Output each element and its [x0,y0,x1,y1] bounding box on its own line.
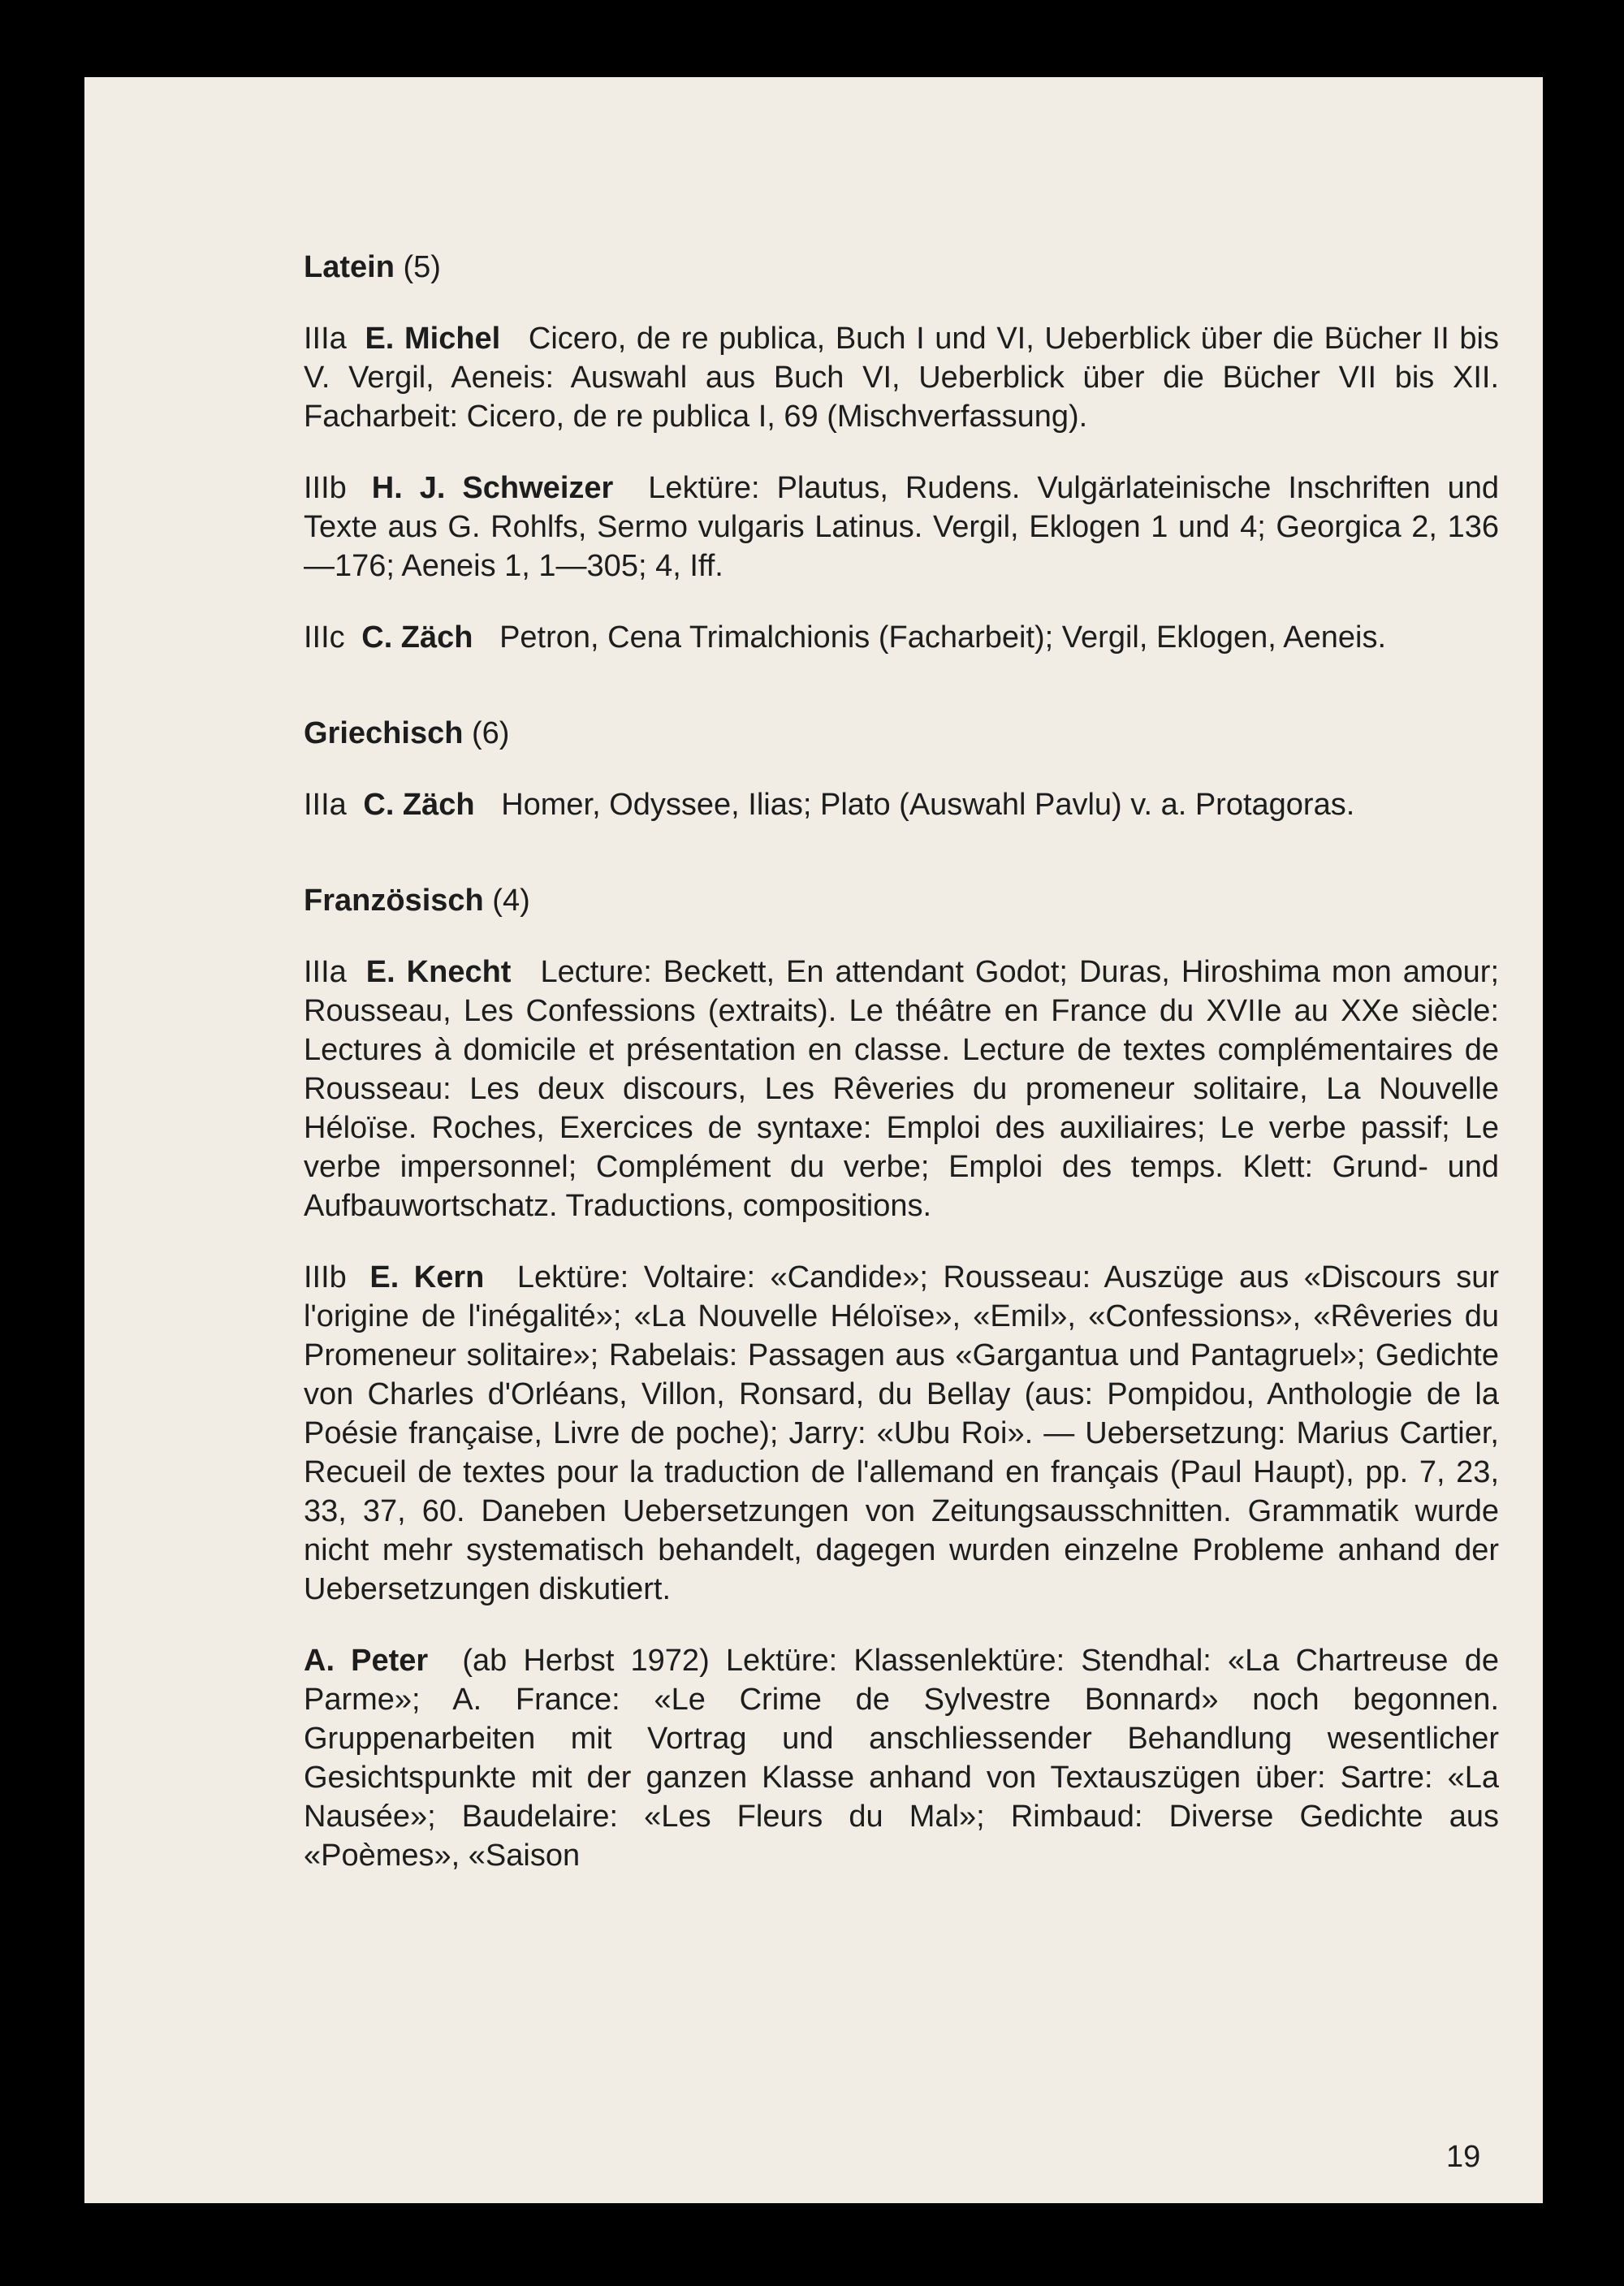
page-number: 19 [1446,2140,1481,2174]
section-count: (5) [403,250,441,284]
class-label: IIIa [304,788,347,822]
section-franzoesisch [304,881,1499,1875]
course-entry [304,469,1499,586]
entry-text: Lektüre: Plautus, Rudens. Vulgärlateinische Inschriften und Texte aus G. Rohlfs, Sermo vulgaris Latinus. Vergil, Eklogen 1 und 4; Georgica 2, 136—176; Aeneis 1, 1—305; 4, Iff. [304,471,1500,583]
entry-text: (ab Herbst 1972) Lektüre: Klassenlektüre: Stendhal: «La Chartreuse de Parme»; A. France: «Le Crime de Sylvestre Bonnard» noch begonnen. Gruppenarbeiten mit Vortrag und anschliessender Behandlung wesentlicher Gesichtspunkte mit der ganzen Klasse anhand von Textauszügen über: Sartre: «La Nausée»; Baudelaire: «Les Fleurs du Mal»; Rimbaud: Diverse Gedichte aus «Poèmes», «Saison [304,1644,1499,1873]
course-entry [304,785,1499,824]
class-label: IIIb [304,471,347,505]
teacher-name: E. Kern [369,1260,485,1294]
section-latein [304,248,1499,657]
section-heading [304,881,1499,920]
section-count: (4) [492,884,530,918]
entry-text: Petron, Cena Trimalchionis (Facharbeit); Vergil, Eklogen, Aeneis. [499,620,1387,655]
document-page [84,77,1543,2203]
teacher-name: C. Zäch [361,620,473,655]
course-entry [304,1641,1499,1875]
course-entry [304,618,1499,657]
class-label: IIIa [304,955,347,989]
class-label: IIIb [304,1260,347,1294]
course-entry [304,953,1499,1225]
section-heading [304,714,1499,753]
class-label: IIIc [304,620,345,655]
entry-text: Homer, Odyssee, Ilias; Plato (Auswahl Pavlu) v. a. Protagoras. [501,788,1355,822]
teacher-name: E. Michel [365,322,501,356]
page-content [304,248,1499,1908]
teacher-name: C. Zäch [363,788,475,822]
course-entry [304,1258,1499,1609]
section-griechisch [304,714,1499,824]
entry-text: Lektüre: Voltaire: «Candide»; Rousseau: Auszüge aus «Discours sur l'origine de l'inégalité»; «La Nouvelle Héloïse», «Emil», «Confessions», «Rêveries du Promeneur solitaire»; Rabelais: Passagen aus «Gargantua und Pantagruel»; Gedichte von Charles d'Orléans, Villon, Ronsard, du Bellay (aus: Pompidou, Anthologie de la Poésie française, Livre de poche); Jarry: «Ubu Roi». — Uebersetzung: Marius Cartier, Recueil de textes pour la traduction de l'allemand en français (Paul Haupt), pp. 7, 23, 33, 37, 60. Daneben Uebersetzungen von Zeitungsausschnitten. Grammatik wurde nicht mehr systematisch behandelt, dagegen wurden einzelne Probleme anhand der Uebersetzungen diskutiert. [304,1260,1500,1606]
course-entry [304,319,1499,436]
section-title: Latein [304,250,395,284]
section-heading [304,248,1499,287]
section-title: Griechisch [304,716,464,750]
teacher-name: E. Knecht [365,955,512,989]
teacher-name: A. Peter [304,1644,429,1678]
teacher-name: H. J. Schweizer [371,471,614,505]
entry-text: Lecture: Beckett, En attendant Godot; Duras, Hiroshima mon amour; Rousseau, Les Confessions (extraits). Le théâtre en France du XVIIe au XXe siècle: Lectures à domicile et présentation en classe. Lecture de textes complémentaires de Rousseau: Les deux discours, Les Rêveries du promeneur solitaire, La Nouvelle Héloïse. Roches, Exercices de syntaxe: Emploi des auxiliaires; Le verbe passif; Le verbe impersonnel; Complément du verbe; Emploi des temps. Klett: Grund- und Aufbauwortschatz. Traductions, compositions. [304,955,1500,1223]
entry-text: Cicero, de re publica, Buch I und VI, Ueberblick über die Bücher II bis V. Vergil, Aeneis: Auswahl aus Buch VI, Ueberblick über die Bücher VII bis XII. Facharbeit: Cicero, de re publica I, 69 (Mischverfassung). [304,322,1499,434]
section-title: Französisch [304,884,484,918]
class-label: IIIa [304,322,347,356]
section-count: (6) [471,716,510,750]
